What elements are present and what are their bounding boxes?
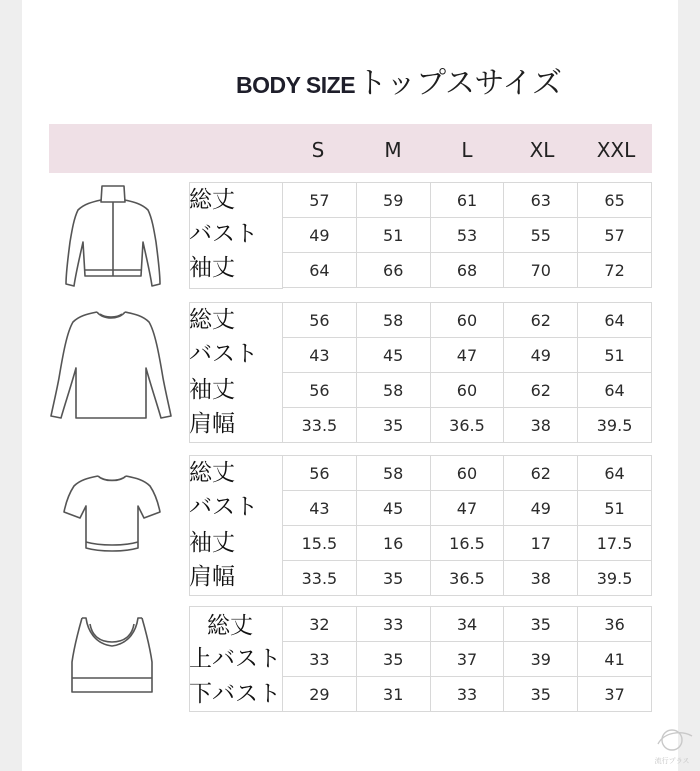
- size-header-m: M: [384, 138, 402, 162]
- table-cell: 55: [504, 218, 578, 253]
- size-table: [282, 455, 652, 596]
- table-cell: 58: [356, 373, 430, 408]
- group-label-border: [189, 302, 283, 444]
- table-cell: 17.5: [578, 526, 652, 561]
- table-cell: 31: [356, 677, 430, 712]
- group-turtleneck: [189, 182, 652, 290]
- row-label: バスト: [189, 221, 258, 247]
- row-label: バスト: [189, 341, 258, 367]
- table-cell: 38: [504, 408, 578, 443]
- table-cell: 33.5: [283, 408, 357, 443]
- row-label: 総丈: [189, 460, 235, 486]
- table-cell: 39.5: [578, 408, 652, 443]
- table-cell: 47: [430, 338, 504, 373]
- table-row: [283, 607, 652, 642]
- shop-logo-icon: [648, 722, 696, 768]
- table-cell: 58: [356, 303, 430, 338]
- table-cell: 49: [504, 491, 578, 526]
- table-cell: 36.5: [430, 408, 504, 443]
- table-cell: 60: [430, 373, 504, 408]
- table-cell: 62: [504, 373, 578, 408]
- row-label: 肩幅: [189, 411, 235, 437]
- table-cell: 49: [504, 338, 578, 373]
- table-cell: 45: [356, 338, 430, 373]
- table-cell: 38: [504, 561, 578, 596]
- short-sleeve-crop-top-icon: [60, 470, 164, 558]
- row-label: 総丈: [189, 187, 235, 213]
- table-cell: 39.5: [578, 561, 652, 596]
- table-row: [283, 303, 652, 338]
- table-cell: 29: [283, 677, 357, 712]
- title-japanese: トップスサイズ: [357, 66, 562, 101]
- table-row: [283, 183, 652, 218]
- table-row: [283, 338, 652, 373]
- table-cell: 64: [283, 253, 357, 288]
- table-cell: 56: [283, 373, 357, 408]
- table-cell: 17: [504, 526, 578, 561]
- table-cell: 33: [430, 677, 504, 712]
- table-cell: 59: [356, 183, 430, 218]
- table-cell: 33.5: [283, 561, 357, 596]
- row-label: 袖丈: [189, 377, 235, 403]
- size-header-xl: XL: [529, 138, 555, 162]
- table-cell: 16.5: [430, 526, 504, 561]
- table-cell: 53: [430, 218, 504, 253]
- table-cell: 37: [430, 642, 504, 677]
- table-cell: 43: [283, 338, 357, 373]
- table-row: [283, 253, 652, 288]
- table-row: [283, 526, 652, 561]
- table-cell: 33: [283, 642, 357, 677]
- table-cell: 51: [578, 338, 652, 373]
- table-cell: 58: [356, 456, 430, 491]
- table-cell: 35: [504, 607, 578, 642]
- table-cell: 33: [356, 607, 430, 642]
- table-cell: 68: [430, 253, 504, 288]
- table-cell: 45: [356, 491, 430, 526]
- long-sleeve-tee-icon: [45, 306, 177, 426]
- table-cell: 64: [578, 303, 652, 338]
- table-cell: 36: [578, 607, 652, 642]
- table-cell: 63: [504, 183, 578, 218]
- title-english: BODY SIZE: [236, 72, 356, 98]
- table-cell: 60: [430, 303, 504, 338]
- table-row: [283, 408, 652, 443]
- sports-bra-icon: [64, 612, 160, 698]
- table-cell: 64: [578, 456, 652, 491]
- table-cell: 57: [578, 218, 652, 253]
- table-cell: 56: [283, 303, 357, 338]
- table-cell: 36.5: [430, 561, 504, 596]
- table-cell: 39: [504, 642, 578, 677]
- size-header-xxl: XXL: [596, 138, 636, 162]
- table-cell: 32: [283, 607, 357, 642]
- group-sports-bra: [189, 606, 652, 713]
- table-cell: 35: [504, 677, 578, 712]
- table-cell: 60: [430, 456, 504, 491]
- table-cell: 41: [578, 642, 652, 677]
- page-title: [236, 58, 562, 101]
- row-label: 総丈: [189, 307, 235, 333]
- table-row: [283, 218, 652, 253]
- row-label: 下バスト: [189, 681, 281, 707]
- table-cell: 16: [356, 526, 430, 561]
- turtleneck-long-sleeve-crop-icon: [48, 180, 178, 290]
- size-table: [282, 302, 652, 443]
- table-row: [283, 561, 652, 596]
- group-short-sleeve-crop: [189, 455, 652, 597]
- table-row: [283, 373, 652, 408]
- table-row: [283, 642, 652, 677]
- table-cell: 65: [578, 183, 652, 218]
- table-cell: 15.5: [283, 526, 357, 561]
- table-cell: 66: [356, 253, 430, 288]
- table-cell: 64: [578, 373, 652, 408]
- size-table: [282, 606, 652, 712]
- group-label-border: [189, 455, 283, 597]
- table-cell: 70: [504, 253, 578, 288]
- row-label: バスト: [189, 494, 258, 520]
- table-cell: 51: [356, 218, 430, 253]
- row-label: 肩幅: [189, 564, 235, 590]
- table-cell: 61: [430, 183, 504, 218]
- group-label-border: [189, 182, 283, 290]
- table-cell: 35: [356, 642, 430, 677]
- row-label: 袖丈: [189, 255, 235, 281]
- size-header-s: S: [311, 138, 325, 162]
- table-cell: 37: [578, 677, 652, 712]
- table-cell: 35: [356, 561, 430, 596]
- table-cell: 56: [283, 456, 357, 491]
- table-cell: 62: [504, 303, 578, 338]
- table-cell: 62: [504, 456, 578, 491]
- size-header-l: L: [461, 138, 473, 162]
- table-cell: 47: [430, 491, 504, 526]
- group-long-sleeve-tee: [189, 302, 652, 444]
- table-cell: 35: [356, 408, 430, 443]
- watermark-text: 流行プラス: [654, 757, 690, 765]
- group-label-border: [189, 606, 283, 713]
- table-row: [283, 677, 652, 712]
- table-cell: 51: [578, 491, 652, 526]
- table-cell: 72: [578, 253, 652, 288]
- row-label: 上バスト: [189, 646, 281, 672]
- size-table: [282, 182, 652, 288]
- table-cell: 49: [283, 218, 357, 253]
- table-cell: 34: [430, 607, 504, 642]
- table-cell: 43: [283, 491, 357, 526]
- row-label: 総丈: [207, 613, 253, 639]
- table-cell: 57: [283, 183, 357, 218]
- table-row: [283, 491, 652, 526]
- table-row: [283, 456, 652, 491]
- row-label: 袖丈: [189, 530, 235, 556]
